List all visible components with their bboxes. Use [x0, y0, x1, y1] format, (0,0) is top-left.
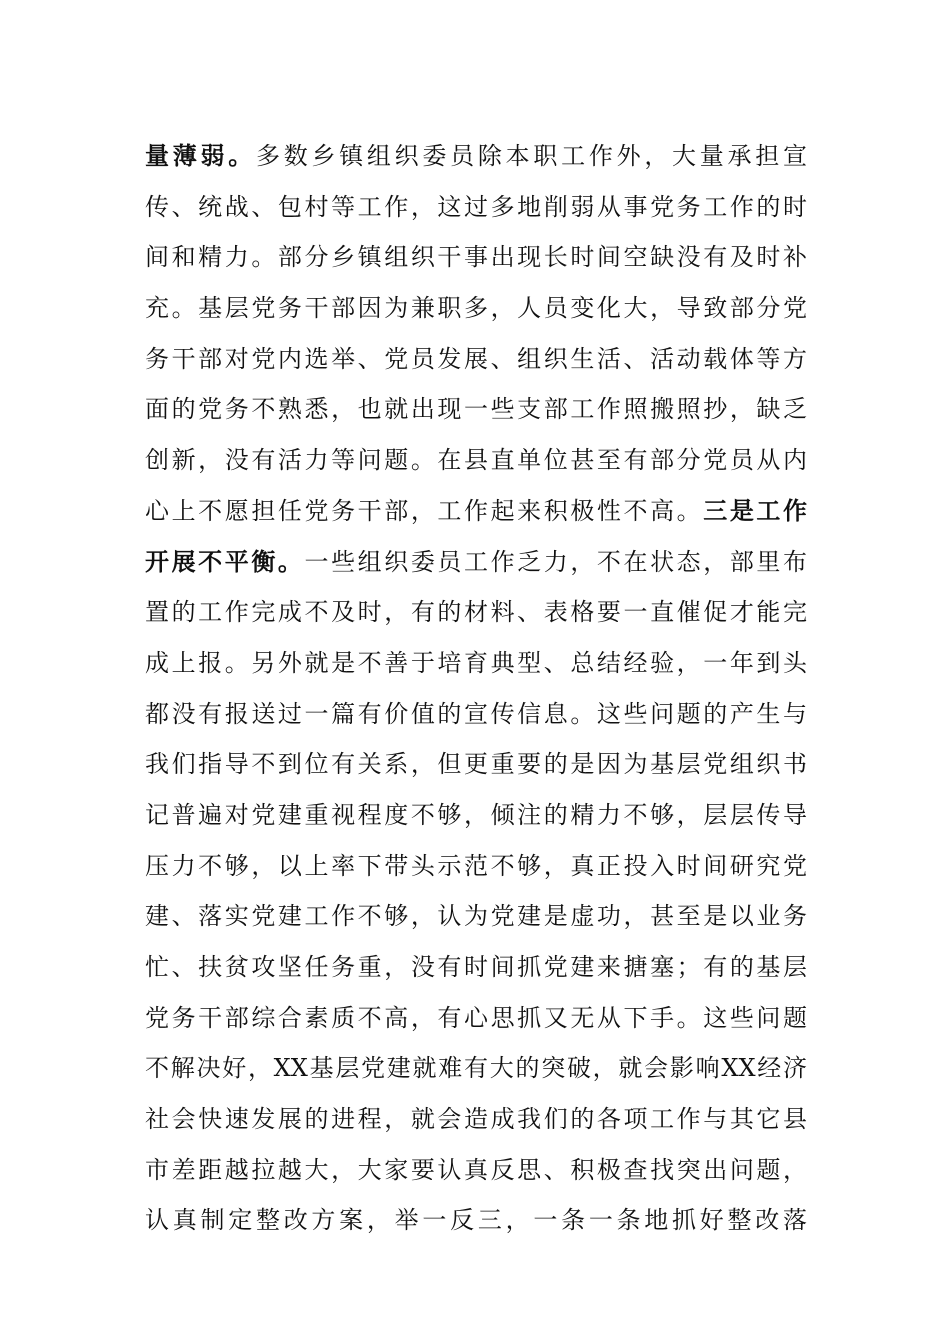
line-text: 传、统战、包村等工作，这过多地削弱从事党务工作的时	[145, 192, 807, 221]
text-line	[145, 638, 807, 689]
text-line	[145, 232, 807, 283]
bold-phrase: 量薄弱。	[145, 141, 256, 170]
line-text: 社会快速发展的进程，就会造成我们的各项工作与其它县	[145, 1105, 807, 1134]
line-text: 面的党务不熟悉，也就出现一些支部工作照搬照抄，缺乏	[145, 395, 807, 424]
text-line	[145, 739, 807, 790]
text-line	[145, 486, 807, 537]
line-text: 认真制定整改方案，举一反三，一条一条地抓好整改落	[145, 1206, 807, 1235]
text-line	[145, 841, 807, 892]
line-text: 间和精力。部分乡镇组织干事出现长时间空缺没有及时补	[145, 243, 807, 272]
line-text: 务干部对党内选举、党员发展、组织生活、活动载体等方	[145, 344, 807, 373]
line-text: 创新，没有活力等问题。在县直单位甚至有部分党员从内	[145, 446, 807, 475]
text-line	[145, 182, 807, 233]
text-line	[145, 891, 807, 942]
text-line	[145, 1145, 807, 1196]
line-text: 都没有报送过一篇有价值的宣传信息。这些问题的产生与	[145, 699, 807, 728]
text-line	[145, 435, 807, 486]
line-text: 党务干部综合素质不高，有心思抓又无从下手。这些问题	[145, 1003, 807, 1032]
text-line	[145, 587, 807, 638]
line-text: 市差距越拉越大，大家要认真反思、积极查找突出问题，	[145, 1155, 807, 1184]
line-text: 心上不愿担任党务干部，工作起来积极性不高。	[145, 496, 704, 525]
line-text: 不解决好，XX基层党建就难有大的突破，就会影响XX经济	[145, 1054, 807, 1083]
line-text: 成上报。另外就是不善于培育典型、总结经验，一年到头	[145, 648, 807, 677]
text-line	[145, 689, 807, 740]
text-line	[145, 1195, 807, 1246]
line-text: 多数乡镇组织委员除本职工作外，大量承担宣	[255, 142, 807, 170]
line-text: 置的工作完成不及时，有的材料、表格要一直催促才能完	[145, 598, 807, 627]
text-line	[145, 1043, 807, 1094]
line-text: 建、落实党建工作不够，认为党建是虚功，甚至是以业务	[145, 902, 807, 931]
text-line	[145, 537, 807, 588]
text-line	[145, 942, 807, 993]
text-line	[145, 334, 807, 385]
line-text: 压力不够，以上率下带头示范不够，真正投入时间研究党	[145, 851, 807, 880]
line-text: 我们指导不到位有关系，但更重要的是因为基层党组织书	[145, 750, 807, 779]
text-line	[145, 993, 807, 1044]
text-line	[145, 790, 807, 841]
line-text: 忙、扶贫攻坚任务重，没有时间抓党建来搪塞；有的基层	[145, 953, 807, 981]
text-line	[145, 283, 807, 334]
body-text	[145, 131, 807, 1246]
text-line	[145, 131, 807, 182]
line-text: 记普遍对党建重视程度不够，倾注的精力不够，层层传导	[145, 800, 807, 829]
line-text: 充。基层党务干部因为兼职多，人员变化大，导致部分党	[145, 294, 807, 323]
text-line	[145, 384, 807, 435]
text-line	[145, 1094, 807, 1145]
bold-phrase: 三是工作	[703, 495, 807, 525]
line-text: 一些组织委员工作乏力，不在状态，部里布	[304, 547, 807, 576]
bold-phrase: 开展不平衡。	[145, 546, 305, 576]
